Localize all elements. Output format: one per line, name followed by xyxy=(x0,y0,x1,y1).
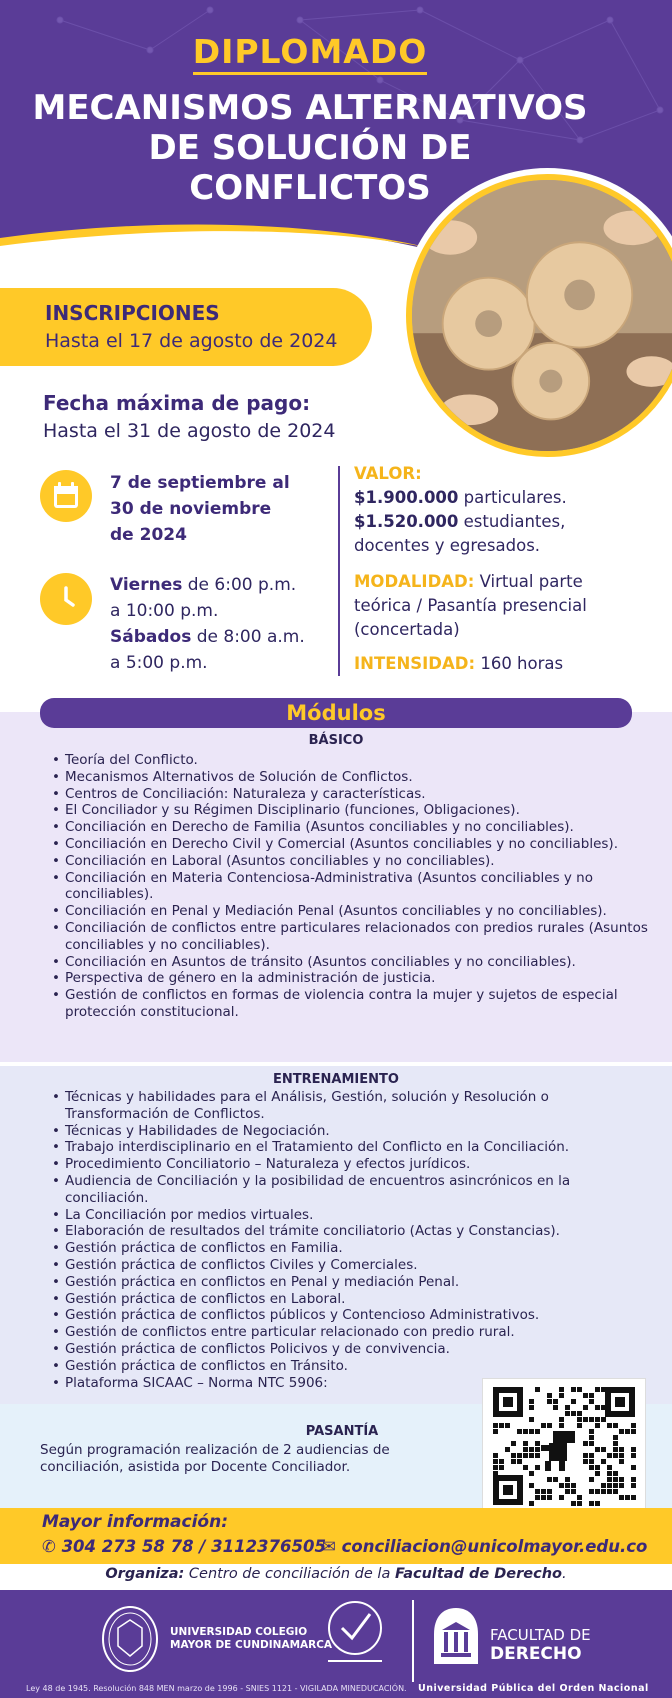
qr-code[interactable] xyxy=(482,1378,646,1514)
list-item: • Perspectiva de género en la administración de justicia. xyxy=(52,970,652,987)
list-item: • Centros de Conciliación: Naturaleza y características. xyxy=(52,786,652,803)
list-item: • Conciliación en Derecho de Familia (Asuntos conciliables y no conciliables). xyxy=(52,819,652,836)
intensidad-block: INTENSIDAD: 160 horas xyxy=(354,654,564,673)
entrenamiento-list xyxy=(52,1089,612,1391)
pasantia-text: Según programación realización de 2 audiencias de conciliación, asistida por Docente Conciliador. xyxy=(40,1442,390,1475)
faculty-line1: FACULTAD DE xyxy=(490,1626,591,1644)
list-item: • El Conciliador y su Régimen Disciplinario (funciones, Obligaciones). xyxy=(52,802,652,819)
list-item: • Audiencia de Conciliación y la posibilidad de encuentros asincrónicos en la conciliación. xyxy=(52,1173,612,1207)
valor-block: VALOR: $1.900.000 particulares. $1.520.000 estudiantes, docentes y egresados. xyxy=(354,464,567,555)
list-item: • Conciliación en Derecho Civil y Comercial (Asuntos conciliables y no conciliables). xyxy=(52,836,652,853)
list-item: • Mecanismos Alternativos de Solución de Conflictos. xyxy=(52,769,652,786)
calendar-icon xyxy=(40,470,92,522)
list-item: • Gestión práctica en conflictos en Penal y mediación Penal. xyxy=(52,1274,612,1291)
accreditation-seal-icon xyxy=(322,1598,388,1682)
clock-icon xyxy=(40,573,92,625)
list-item: • Conciliación en Laboral (Asuntos conciliables y no conciliables). xyxy=(52,853,652,870)
gears-illustration xyxy=(412,180,672,451)
phone-icon: ✆ xyxy=(42,1537,56,1556)
schedule-times: Viernes de 6:00 p.m. a 10:00 p.m. Sábados de 8:00 a.m. a 5:00 p.m. xyxy=(110,575,305,673)
list-item: • Técnicas y Habilidades de Negociación. xyxy=(52,1123,612,1140)
list-item: • Teoría del Conflicto. xyxy=(52,752,652,769)
pago-date: Hasta el 31 de agosto de 2024 xyxy=(43,420,336,442)
list-item: • Plataforma SICAAC – Norma NTC 5906: xyxy=(52,1375,612,1392)
inscripciones-date: Hasta el 17 de agosto de 2024 xyxy=(45,330,338,352)
email-link[interactable]: ✉ conciliacion@unicolmayor.edu.co xyxy=(322,1537,648,1556)
basico-list xyxy=(52,752,652,1021)
page-title: MECANISMOS ALTERNATIVOS DE SOLUCIÓN DE CONFLICTOS xyxy=(32,88,588,208)
dinosaur-icon xyxy=(541,1431,575,1471)
list-item: • Gestión de conflictos en formas de violencia contra la mujer y sujetos de especial protección constitucional. xyxy=(52,987,652,1021)
organiza-text: Organiza: Centro de conciliación de la Facultad de Derecho. xyxy=(105,1566,567,1582)
modules-title: Módulos xyxy=(40,698,632,728)
inscripciones-banner xyxy=(0,288,372,366)
inscripciones-title: INSCRIPCIONES xyxy=(45,301,220,325)
mail-icon: ✉ xyxy=(322,1537,336,1556)
university-name: UNIVERSIDAD COLEGIO MAYOR DE CUNDINAMARCA xyxy=(170,1626,333,1651)
entrenamiento-heading: ENTRENAMIENTO xyxy=(273,1072,399,1087)
info-divider xyxy=(338,466,340,676)
list-item: • Conciliación de conflictos entre particulares relacionados con predios rurales (Asuntos conciliables y no conciliables). xyxy=(52,920,652,954)
list-item: • Trabajo interdisciplinario en el Tratamiento del Conflicto en la Conciliación. xyxy=(52,1139,612,1156)
gears-hands-photo xyxy=(406,174,672,457)
university-seal-icon xyxy=(100,1604,160,1674)
legal-text: Ley 48 de 1945. Resolución 848 MEN marzo de 1996 - SNIES 1121 - VIGILADA MINEDUCACIÓN. xyxy=(26,1684,407,1693)
list-item: • Gestión práctica de conflictos en Laboral. xyxy=(52,1291,612,1308)
faculty-building-icon xyxy=(430,1604,482,1668)
list-item: • Gestión práctica de conflictos Policivos y de convivencia. xyxy=(52,1341,612,1358)
phone-number[interactable]: ✆ 304 273 58 78 / 3112376505 xyxy=(42,1537,326,1556)
faculty-line2: DERECHO xyxy=(490,1644,582,1664)
list-item: • Gestión práctica de conflictos en Familia. xyxy=(52,1240,612,1257)
contact-heading: Mayor información: xyxy=(42,1512,228,1532)
list-item: • Gestión práctica de conflictos Civiles y Comerciales. xyxy=(52,1257,612,1274)
basico-heading: BÁSICO xyxy=(308,733,364,748)
list-item: • Procedimiento Conciliatorio – Naturaleza y efectos jurídicos. xyxy=(52,1156,612,1173)
pago-title: Fecha máxima de pago: xyxy=(43,391,311,415)
pasantia-heading: PASANTÍA xyxy=(305,1424,379,1439)
list-item: • La Conciliación por medios virtuales. xyxy=(52,1207,612,1224)
list-item: • Gestión práctica de conflictos en Tránsito. xyxy=(52,1358,612,1375)
list-item: • Elaboración de resultados del trámite conciliatorio (Actas y Constancias). xyxy=(52,1223,612,1240)
list-item: • Conciliación en Penal y Mediación Penal (Asuntos conciliables y no conciliables). xyxy=(52,903,652,920)
dates-range: 7 de septiembre al 30 de noviembre de 2024 xyxy=(110,473,290,545)
list-item: • Gestión práctica de conflictos públicos y Contencioso Administrativos. xyxy=(52,1307,612,1324)
list-item: • Técnicas y habilidades para el Análisis, Gestión, solución y Resolución o Transformación de Conflictos. xyxy=(52,1089,612,1123)
diplomado-kicker: DIPLOMADO xyxy=(0,32,620,71)
list-item: • Gestión de conflictos entre particular relacionado con predio rural. xyxy=(52,1324,612,1341)
list-item: • Conciliación en Materia Contenciosa-Administrativa (Asuntos conciliables y no conciliables). xyxy=(52,870,652,904)
public-university-text: Universidad Pública del Orden Nacional xyxy=(418,1683,649,1694)
footer-divider xyxy=(412,1600,414,1682)
modalidad-block: MODALIDAD: Virtual parte teórica / Pasantía presencial (concertada) xyxy=(354,572,587,639)
list-item: • Conciliación en Asuntos de tránsito (Asuntos conciliables y no conciliables). xyxy=(52,954,652,971)
